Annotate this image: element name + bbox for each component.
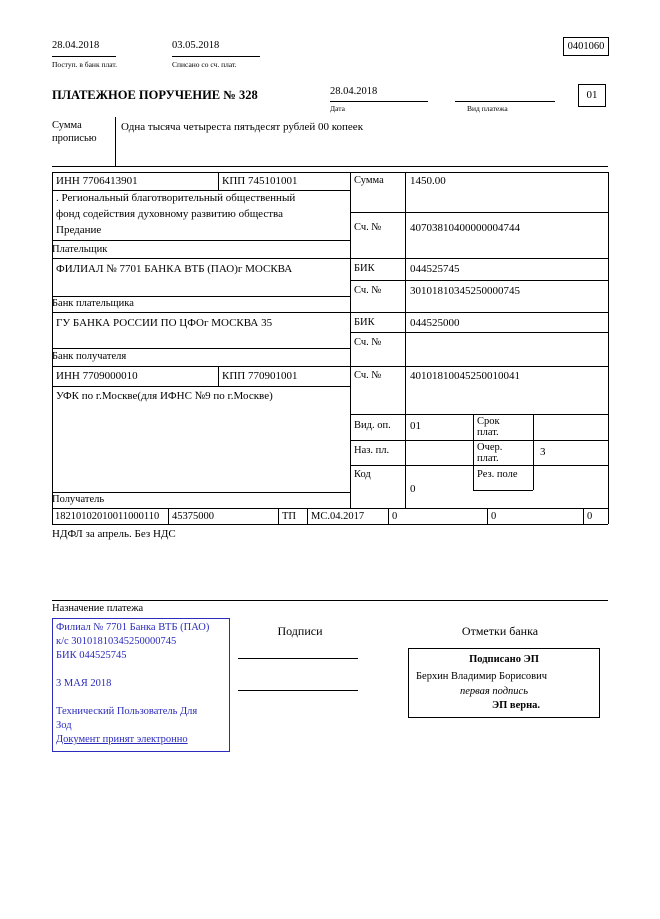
payer-account-value: 40703810400000004744 [410,222,520,234]
op-kind-label: Вид. оп. [354,420,391,431]
divider [52,240,350,241]
reserve-field-label: Рез. поле [477,469,518,480]
signatures-header: Подписи [277,624,323,638]
esign-title: Подписано ЭП [469,654,539,665]
divider [52,492,350,493]
divider [168,508,169,524]
priority-label-line2: плат. [477,453,499,464]
divider [278,508,279,524]
payee-account-value: 40101810045250010041 [410,370,520,382]
divider [52,348,350,349]
blue-stamp-line: Технический Пользователь Для [56,706,198,717]
esign-subtitle: первая подпись [459,686,528,697]
divider [388,508,389,524]
payer-kpp: КПП 745101001 [222,175,298,187]
purpose-text: НДФЛ за апрель. Без НДС [52,528,176,540]
divider [52,508,608,509]
priority-label-line1: Очер. [477,442,503,453]
status-code-box [578,84,606,107]
blue-stamp-line: 3 МАЯ 2018 [56,678,112,689]
divider [405,172,406,508]
divider [608,172,609,508]
payee-bank-caption: Банк получателя [52,351,127,362]
divider [350,332,608,333]
divider [218,366,219,386]
bank-marks-header: Отметки банка [461,624,539,638]
divider [52,190,350,191]
pay-term-label-line2: плат. [477,427,499,438]
payee-kpp: КПП 770901001 [222,370,298,382]
payer-bank-bik-label: БИК [354,263,375,274]
received-date: 28.04.2018 [52,40,100,51]
codes-oktmo: 45375000 [172,511,214,522]
doc-title: ПЛАТЕЖНОЕ ПОРУЧЕНИЕ № 328 [52,88,258,102]
divider [218,172,219,190]
received-date-label: Поступ. в банк плат. [52,60,117,69]
codes-doc-date: 0 [491,511,497,522]
signature-line [238,690,358,691]
blue-stamp-line: Документ принят электронно [56,734,188,745]
purpose-label: Назначение платежа [52,603,144,614]
payer-name-line1: . Региональный благотворительный общественный [56,192,296,204]
divider [350,280,608,281]
doc-date: 28.04.2018 [330,86,378,97]
payer-inn: ИНН 7706413901 [56,175,138,187]
priority-value: 3 [540,446,546,458]
divider [52,312,608,313]
divider [350,172,351,508]
payee-caption: Получатель [52,494,105,505]
blue-stamp-line: к/с 30101810345250000745 [56,636,177,647]
divider [583,508,584,524]
divider [52,166,608,167]
divider [52,524,608,525]
divider [487,508,488,524]
divider [115,117,116,166]
pay-term-label-line1: Срок [477,416,500,427]
codes-kbk: 18210102010011000110 [55,511,160,522]
amount-value: 1450.00 [410,175,446,187]
signature-line [238,658,358,659]
divider [330,101,428,102]
divider [533,414,534,490]
code-value: 0 [410,483,416,495]
payment-kind-label: Вид платежа [467,104,508,113]
payer-account-label: Сч. № [354,222,382,233]
divider [350,465,608,466]
blue-stamp-line: Филиал № 7701 Банка ВТБ (ПАО) [56,622,210,633]
divider [172,56,260,57]
debited-date-label: Списано со сч. плат. [172,60,237,69]
amount-words-value: Одна тысяча четыреста пятьдесят рублей 00 копеек [121,121,364,133]
divider [350,414,608,415]
divider [307,508,308,524]
payer-name-line3: Предание [56,224,102,236]
doc-date-label: Дата [330,104,345,113]
amount-words-label-1: Сумма [52,120,82,131]
blue-stamp-line: БИК 044525745 [56,650,127,661]
payer-name-line2: фонд содействия духовному развитию общества [56,208,283,220]
divider [52,600,608,601]
code-label: Код [354,469,371,480]
payer-bank-name: ФИЛИАЛ № 7701 БАНКА ВТБ (ПАО)г МОСКВА [56,263,293,275]
payer-bank-bik-value: 044525745 [410,263,460,275]
divider [52,172,53,508]
divider [52,386,350,387]
payee-inn: ИНН 7709000010 [56,370,138,382]
form-code: 0401060 [567,41,605,52]
payee-bank-bik-value: 044525000 [410,317,460,329]
divider [52,508,53,524]
payer-caption: Плательщик [52,244,108,255]
payer-bank-caption: Банк плательщика [52,298,134,309]
payee-bank-account-label: Сч. № [354,337,382,348]
divider [52,366,608,367]
amount-words-label-2: прописью [52,133,97,144]
divider [52,258,608,259]
payee-account-label: Сч. № [354,370,382,381]
codes-basis: ТП [282,511,296,522]
codes-period: МС.04.2017 [311,511,365,522]
payee-bank-name: ГУ БАНКА РОССИИ ПО ЦФОг МОСКВА 35 [56,317,273,329]
divider [608,508,609,524]
payee-bank-bik-label: БИК [354,317,375,328]
amount-label: Сумма [354,175,384,186]
payer-bank-account-value: 30101810345250000745 [410,285,520,297]
payee-name: УФК по г.Москве(для ИФНС №9 по г.Москве) [56,390,273,402]
divider [455,101,555,102]
divider [473,414,474,490]
divider [52,56,116,57]
esign-verdict: ЭП верна. [491,700,540,711]
divider [350,440,608,441]
debited-date: 03.05.2018 [172,40,220,51]
codes-doc-number: 0 [392,511,398,522]
purpose-code-label: Наз. пл. [354,445,390,456]
divider [52,296,350,297]
blue-stamp-line: Зод [56,720,72,731]
divider [350,212,608,213]
divider [473,490,533,491]
payer-bank-account-label: Сч. № [354,285,382,296]
op-kind-value: 01 [410,420,421,432]
divider [52,172,608,173]
status-code: 01 [586,89,598,101]
form-code-box [563,37,609,56]
codes-type: 0 [587,511,593,522]
esign-name: Берхин Владимир Борисович [416,671,547,682]
